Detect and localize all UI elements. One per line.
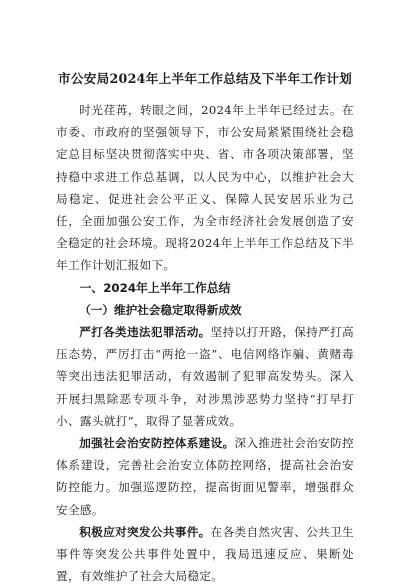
item-paragraph xyxy=(56,432,354,521)
document-title: 市公安局2024年上半年工作总结及下半年工作计划 xyxy=(57,71,353,86)
item-lead: 积极应对突发公共事件。 xyxy=(79,524,211,539)
intro-paragraph: 时光荏苒，转眼之间，2024年上半年已经过去。在市委、市政府的坚强领导下，市公安局紧紧围绕社会稳定总目标坚决贯彻落实中央、省、市各项决策部署，坚持稳中求进工作总基调，以人民为中心，以维护社会大局稳定、促进社会公平正义、保障人民安居乐业为己任，全面加强公安工作，为全市经济社会发展创造了安全稳定的社会环境。现将2024年上半年工作总结及下半年工作计划汇报如下。 xyxy=(56,103,354,273)
item-paragraph xyxy=(56,521,354,587)
item-paragraph xyxy=(56,321,354,432)
item-lead: 严打各类违法犯罪活动。 xyxy=(79,325,211,340)
item-body: 坚持以打开路，保持严打高压态势，严厉打击“两抢一盗”、电信网络诈骗、黄赌毒等突出违法犯罪活动，有效遏制了犯罪高发势头。深入开展扫黑除恶专项斗争，对涉黑涉恶势力坚持“打早打小、露头就打”，取得了显著成效。 xyxy=(56,325,354,428)
section-heading: 一、2024年上半年工作总结 xyxy=(79,280,231,295)
item-lead: 加强社会治安防控体系建设。 xyxy=(79,436,235,451)
item-body: 在各类自然灾害、公共卫生事件等突发公共事件处置中，我局迅速反应、果断处置，有效维护了社会大局稳定。 xyxy=(56,524,354,584)
subsection-heading: （一）维护社会稳定取得新成效 xyxy=(79,302,242,317)
item-body: 深入推进社会治安防控体系建设，完善社会治安立体防控网络，提高社会治安防控能力。加强巡逻防控，提高街面见警率，增强群众安全感。 xyxy=(56,436,354,517)
